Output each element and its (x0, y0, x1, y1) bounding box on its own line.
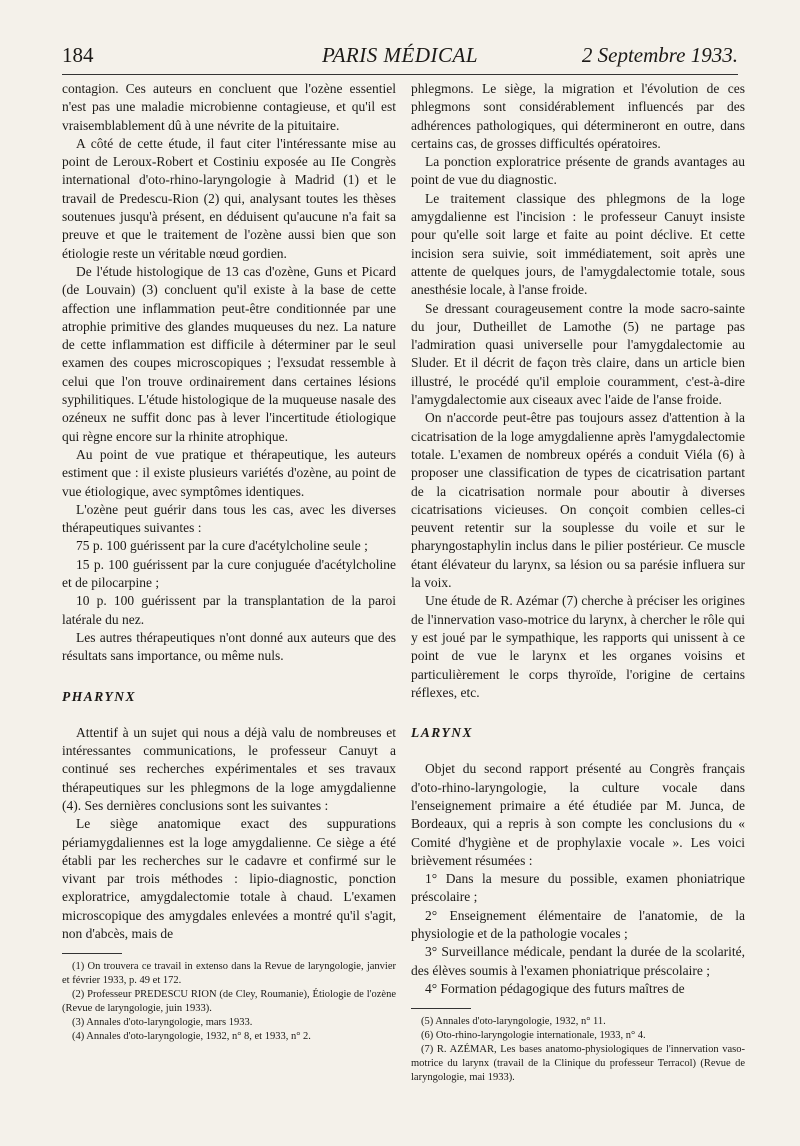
paragraph: Attentif à un sujet qui nous a déjà valu de nombreuses et intéressantes communications, le professeur Canuyt a continué ses recherches expérimentales et ses travaux thérapeutiques sur les phlegmons de la loge amygdalienne (4). Ses dernières conclusions sont les suivantes : (62, 724, 396, 813)
journal-title: PARIS MÉDICAL (321, 43, 478, 67)
footnotes-right (411, 1015, 745, 1085)
section-title-pharynx: PHARYNX (62, 688, 137, 704)
paragraph: Une étude de R. Azémar (7) cherche à préciser les origines de l'innervation vaso-motrice du larynx, à chercher le rôle qui y est joué par le sympathique, les rapports qui unissent à ce point de vue le larynx et les organes voisins et particulièrement le corps thyroïde, l'origine de certains réflexes, etc. (411, 593, 745, 700)
paragraph: On n'accorde peut-être pas toujours assez d'attention à la cicatrisation de la loge amygdalienne après l'amygdalectomie totale. L'examen de nombreux opérés a conduit Viéla (6) à proposer une classification de types de cicatrisation partant de la cicatrisation normale pour aboutir à diverses cicatrisations vicieuses. On conçoit combien celles-ci peuvent retentir sur la souplesse du voile et sur le pharyngostaphylin inclus dans le pilier postérieur. Ce muscle étant élévateur du larynx, sa lésion ou sa parésie influera sur la voix. (411, 410, 745, 591)
list-item: 4° Formation pédagogique des futurs maîtres de (425, 980, 685, 996)
paragraph: A côté de cette étude, il faut citer l'intéressante mise au point de Leroux-Robert et Costiniu exposée au IIe Congrès international d'oto-rhino-laryngologie à Madrid (1) et le travail de Predescu-Rion (2) qui, analysant toutes les thèses soutenues jusqu'à présent, en déduisent qu'aucune n'a fait sa preuve et que le traitement de l'ozène aussi bien que son étiologie reste un véritable nœud gordien. (62, 135, 396, 261)
footnote: (1) On trouvera ce travail in extenso dans la Revue de laryngologie, janvier et février 1933, p. 49 et 172. (62, 961, 396, 987)
footnote: (7) R. AZÉMAR, Les bases anatomo-physiologiques de l'innervation vaso-motrice du larynx (travail de la Clinique du professeur Terracol) (Revue de laryngologie, mai 1933). (411, 1044, 745, 1084)
list-item: 75 p. 100 guérissent par la cure d'acétylcholine seule ; (76, 538, 368, 554)
paragraph: De l'étude histologique de 13 cas d'ozène, Guns et Picard (de Louvain) (3) concluent qu'il existe à la base de cette affection une inflammation peut-être conditionnée par une atrophie primitive des glandes muqueuses du nez. La nature de cette inflammation est difficile à déterminer par le seul examen des coupes microscopiques ; l'exsudat ressemble à celui que l'on trouve ordinairement dans certaines lésions syphilitiques. L'étude histologique de la muqueuse nasale des ozéneux ne suffit donc pas à lever l'incertitude étiologique qui règne encore sur la rhinite atrophique. (62, 263, 396, 444)
paragraph: Les autres thérapeutiques n'ont donné aux auteurs que des résultats sans importance, ou même nuls. (62, 629, 396, 664)
section-title-larynx: LARYNX (411, 725, 474, 741)
footnote: (3) Annales d'oto-laryngologie, mars 1933. (72, 1017, 253, 1029)
list-item: 10 p. 100 guérissent par la transplantation de la paroi latérale du nez. (62, 593, 396, 627)
paragraph: Le siège anatomique exact des suppurations périamygdaliennes est la loge amygdalienne. Ce siège a été établi par les recherches sur le cadavre et confirmé sur le vivant par trois méthodes : lipio-diagnostic, ponction exploratrice, amygdalectomie totale à chaud. L'examen microscopique des amygdales enlevées a montré qu'il s'agit, non d'abcès, mais de (62, 816, 396, 942)
paragraph: Objet du second rapport présenté au Congrès français d'oto-rhino-laryngologie, la culture vocale dans l'enseignement primaire a été étudiée par M. Junca, de Bordeaux, qui a repris à son compte les conclusions du « Comité d'hygiène et de prophylaxie vocale ». Les voici brièvement résumées : (411, 761, 745, 868)
right-column (411, 80, 745, 1085)
paragraph: La ponction exploratrice présente de grands avantages au point de vue du diagnostic. (411, 154, 745, 188)
paragraph: Au point de vue pratique et thérapeutique, les auteurs estiment que : il existe plusieurs variétés d'ozène, au point de vue étiologique, avec symptômes identiques. (62, 446, 396, 499)
footnote: (6) Oto-rhino-laryngologie internationale, 1933, n° 4. (421, 1030, 646, 1042)
page-header (62, 43, 738, 71)
footnote: (5) Annales d'oto-laryngologie, 1932, n° 11. (421, 1016, 606, 1028)
footnote-separator (411, 1008, 471, 1009)
paragraph: phlegmons. Le siège, la migration et l'évolution de ces phlegmons sont considérablement influencés par des adhérences pathologiques, qui détermineront en outre, dans certains cas, de grosses difficultés opératoires. (411, 81, 745, 151)
list-item: 2° Enseignement élémentaire de l'anatomie, de la physiologie et de la pathologie vocales ; (411, 907, 745, 942)
footnote: (2) Professeur PREDESCU RION (de Cley, Roumanie), Étiologie de l'ozène (Revue de laryngologie, juin 1933). (62, 989, 396, 1015)
footnote: (4) Annales d'oto-laryngologie, 1932, n° 8, et 1933, n° 2. (72, 1031, 311, 1043)
left-column (62, 80, 396, 1044)
paragraph: contagion. Ces auteurs en concluent que l'ozène essentiel n'est pas une maladie microbienne contagieuse, et qu'il est vraisemblablement dû à une névrite de la pituitaire. (62, 81, 396, 133)
page-number: 184 (62, 43, 94, 67)
footnote-separator (62, 953, 122, 954)
paragraph: Le traitement classique des phlegmons de la loge amygdalienne est l'incision : le professeur Canuyt insiste pour qu'elle soit large et faite au point déclive. Et cette incision sera suivie, soit immédiatement, soit après une attente de quelques jours, de l'amygdalectomie totale, sous anesthésie locale, à l'anse froide. (411, 190, 745, 298)
paragraph: Se dressant courageusement contre la mode sacro-sainte du jour, Dutheillet de Lamothe (5) ne partage pas l'admiration quasi universelle pour l'amygdalectomie au Sluder. Et il décrit de façon très claire, dans un article bien illustré, le procédé qu'il emploie couramment, c'est-à-dire l'amygdalectomie aux ciseaux avec l'aide de l'anse froide. (411, 300, 745, 408)
list-item: 15 p. 100 guérissent par la cure conjuguée d'acétylcholine et de pilocarpine ; (62, 556, 396, 591)
footnotes-left (62, 960, 396, 1044)
list-item: 1° Dans la mesure du possible, examen phoniatrique préscolaire ; (411, 871, 745, 905)
issue-date: 2 Septembre 1933. (581, 43, 738, 67)
paragraph: L'ozène peut guérir dans tous les cas, avec les diverses thérapeutiques suivantes : (62, 501, 396, 536)
list-item: 3° Surveillance médicale, pendant la durée de la scolarité, des élèves soumis à l'examen phoniatrique préscolaire ; (411, 944, 745, 978)
header-rule (62, 74, 738, 75)
